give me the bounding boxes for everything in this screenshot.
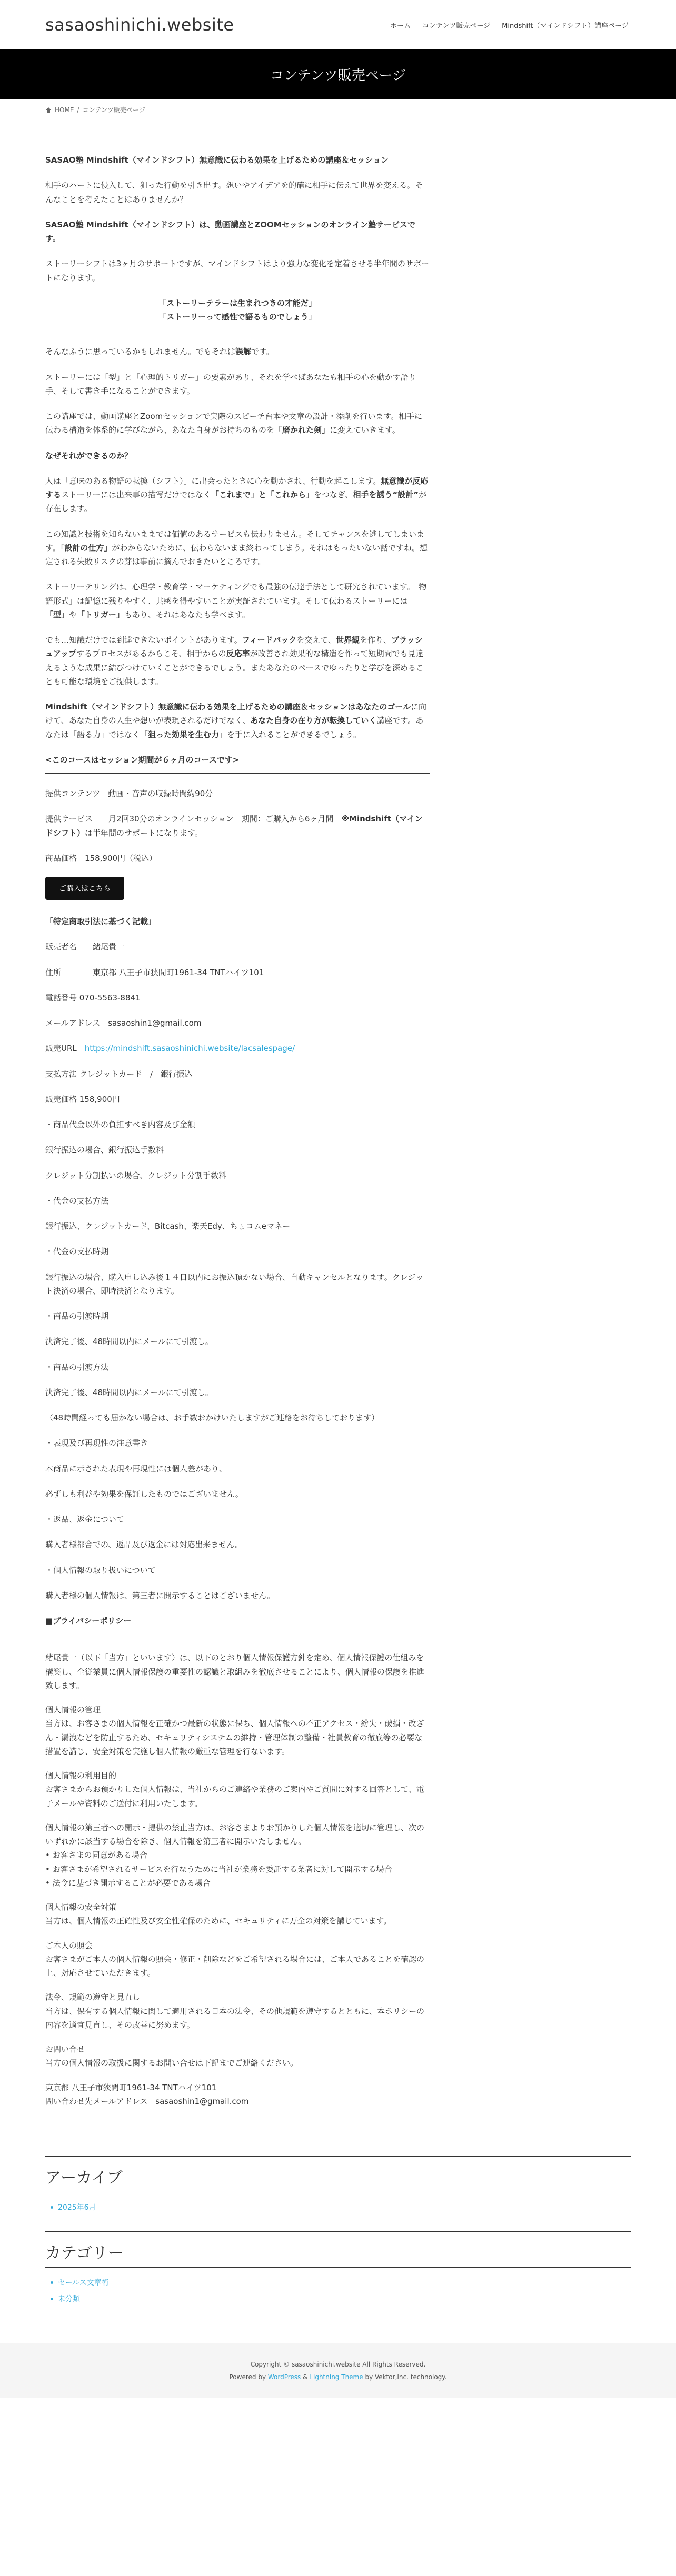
text: もあり、それはあなたも学べます。	[124, 609, 250, 619]
text: ストーリーテリングは、心理学・教育学・マーケティングでも最強の伝達手法として研究されています。「物語形式」は記憶に残りやすく、共感を得やすいことが実証されています。そして伝わるストーリーには	[45, 582, 427, 606]
legal-line: 銀行振込、クレジットカード、Bitcash、楽天Edy、ちょコムeマネー	[45, 1221, 291, 1231]
text: 提供サービス 月2回30分のオンラインセッション 期間：ご購入から6ヶ月間	[45, 814, 342, 824]
privacy-line: • お客さまが希望されるサービスを行なうために当社が業務を委託する業者に対して開示する場合	[45, 1864, 392, 1874]
text: Powered by	[229, 2373, 268, 2381]
breadcrumb-current: コンテンツ販売ページ	[82, 106, 145, 114]
intro-paragraph: SASAO塾 Mindshift（マインドシフト）は、動画講座とZOOMセッションのオンライン塾サービスです。	[45, 219, 415, 243]
text-bold: 世界観	[336, 635, 360, 645]
text: by Vektor,Inc. technology.	[363, 2373, 447, 2381]
category-widget-title: カテゴリー	[45, 2231, 631, 2268]
global-nav	[388, 17, 631, 33]
intro-paragraph	[45, 345, 430, 358]
category-item	[58, 2291, 631, 2308]
text-bold: 無意識が反応する	[45, 476, 429, 499]
text: は半年間のサポートになります。	[85, 828, 203, 838]
privacy-line: 個人情報の管理	[45, 1705, 101, 1715]
powered-by	[0, 2371, 676, 2383]
nav-item-home[interactable]: ホーム	[390, 22, 411, 30]
legal-line: 販売価格 158,900円	[45, 1094, 120, 1104]
text: をつなぎ、	[314, 490, 353, 499]
course-note: <このコースはセッション期間が６ヶ月のコースです>	[45, 755, 240, 765]
text: 」を手に入れることができるでしょう。	[219, 729, 361, 739]
legal-line: 電話番号 070-5563-8841	[45, 993, 141, 1003]
category-link[interactable]: 未分類	[58, 2294, 80, 2303]
text-bold: ブラッシュアップ	[45, 635, 423, 659]
text-bold: 相手を誘う“設計”	[353, 490, 419, 499]
legal-line: ・代金の支払時期	[45, 1247, 109, 1257]
privacy-block	[45, 1651, 430, 1692]
text: 講座です。あなたは「語る力」ではなく「	[45, 716, 424, 739]
text: がわからないために、伝わらないまま終わってしまう。それはもったいない話ですね。想定される失敗リスクの芽は事前に摘んでおきたいところです。	[45, 543, 428, 566]
text-bold: Mindshift（マインドシフト）無意識に伝わる効果を上げるための講座＆セッションはあなたのゴール	[45, 702, 411, 711]
privacy-line: 当方は、保有する個人情報に関して適用される日本の法令、その他規範を遵守するとともに、本ポリシーの内容を適宜見直し、その改善に努めます。	[45, 2006, 425, 2030]
legal-line: 住所 東京都 八王子市狭間町1961-34 TNTハイツ101	[45, 967, 264, 977]
privacy-block	[45, 1821, 430, 1890]
archive-widget	[45, 2156, 631, 2223]
intro-paragraph	[45, 527, 430, 569]
privacy-line: お客さまからお預かりした個人情報は、当社からのご連絡や業務のご案内やご質問に対する回答として、電子メールや資料のご送付に利用いたします。	[45, 1785, 424, 1808]
privacy-line: • お客さまの同意がある場合	[45, 1850, 147, 1860]
legal-line: ・商品の引渡時期	[45, 1311, 109, 1321]
copyright: Copyright © sasaoshinichi.website All Rights Reserved.	[250, 2361, 426, 2369]
intro-paragraph: ストーリーシフトは3ヶ月のサポートですが、マインドシフトはより強力な変化を定着させる半年間のサポートになります。	[45, 259, 429, 283]
main-content	[0, 121, 676, 2108]
text-bold: 反応率	[226, 649, 250, 659]
text: この知識と技術を知らないままでは価値のあるサービスも伝わりません。そしてチャンスを逃してしまいます。	[45, 529, 425, 553]
privacy-heading: ■プライバシーポリシー	[45, 1616, 132, 1626]
text-bold: 「磨かれた剣」	[274, 425, 330, 435]
privacy-line: お客さまがご本人の個人情報の照会・修正・削除などをご希望される場合には、ご本人であることを確認の上、対応させていただきます。	[45, 1954, 425, 1978]
legal-line: 購入者様都合での、返品及び返金には対応出来ません。	[45, 1540, 243, 1550]
privacy-line: 緒尾貴一（以下「当方」といいます）は、以下のとおり個人情報保護方針を定め、個人情報保護の仕組みを構築し、全従業員に個人情報保護の重要性の認識と取組みを徹底させることにより、個人情報の保護を推進致します。	[45, 1653, 425, 1690]
legal-line: メールアドレス sasaoshin1@gmail.com	[45, 1018, 202, 1028]
quote-line: 「ストーリーテラーは生まれつきの才能だ」	[158, 298, 316, 308]
text: を交えて、	[296, 635, 336, 645]
text: この講座では、動画講座とZoomセッションで実際のスピーチ台本や文章の設計・添削を行います。相手に伝わる構造を体系的に学びながら、あなた自身がお持ちのものを	[45, 412, 423, 435]
legal-line: 販売者名 緒尾貴一	[45, 942, 125, 952]
legal-url-line	[45, 1041, 430, 1055]
privacy-block	[45, 1990, 430, 2032]
breadcrumb-home-link[interactable]: HOME	[55, 106, 74, 114]
sales-url-link[interactable]: https://mindshift.sasaoshinichi.website/lacsalespage/	[84, 1044, 295, 1054]
privacy-line: • 法令に基づき開示することが必要である場合	[45, 1878, 211, 1888]
intro-paragraph	[45, 580, 430, 622]
legal-line: クレジット分割払いの場合、クレジット分割手数料	[45, 1170, 227, 1180]
legal-line: 購入者様の個人情報は、第三者に開示することはございません。	[45, 1590, 275, 1600]
site-footer	[0, 2343, 676, 2398]
text: 人は「意味のある物語の転換（シフト）」に出会ったときに心を動かされ、行動を起こします。	[45, 476, 381, 486]
archive-list	[45, 2192, 631, 2223]
privacy-line: 当方は、お客さまの個人情報を正確かつ最新の状態に保ち、個人情報への不正アクセス・紛失・破損・改ざん・漏洩などを防止するため、セキュリティシステムの維持・管理体制の整備・社員教育の徹底等の必要な措置を講じ、安全対策を実施し個人情報の厳重な管理を行ないます。	[45, 1719, 424, 1756]
text: ストーリーには出来事の描写だけではなく	[61, 490, 212, 499]
archive-link[interactable]: 2025年6月	[58, 2203, 96, 2212]
text-bold: あなた自身の在り方が転換していく	[250, 716, 377, 726]
text: するプロセスがあるからこそ、相手からの	[76, 649, 226, 659]
text: &	[301, 2373, 310, 2381]
wordpress-link[interactable]: WordPress	[267, 2373, 301, 2381]
offer-period	[45, 812, 430, 840]
privacy-block	[45, 1900, 430, 1928]
quote-block	[45, 296, 430, 324]
privacy-block	[45, 2081, 430, 2109]
privacy-block	[45, 1939, 430, 1980]
text-bold: 誤解	[235, 347, 251, 357]
text-bold: 「設計の仕方」	[60, 543, 112, 553]
privacy-line: 問い合わせ先メールアドレス sasaoshin1@gmail.com	[45, 2096, 249, 2106]
text-bold: 狙った効果を生む力	[148, 729, 220, 739]
category-link[interactable]: セールス文章術	[58, 2278, 109, 2287]
why-heading: なぜそれができるのか？	[45, 450, 133, 460]
legal-line: （48時間経っても届かない場合は、お手数おかけいたしますがご連絡をお待ちしております）	[45, 1413, 380, 1422]
privacy-line: 当方は、個人情報の正確性及び安全性確保のために、セキュリティに万全の対策を講じています。	[45, 1916, 392, 1926]
text-bold: ※Mindshift（マインドシフト）	[45, 814, 423, 838]
intro-heading: SASAO塾 Mindshift（マインドシフト）無意識に伝わる効果を上げるための講座＆セッション	[45, 155, 389, 165]
site-logo[interactable]: sasaoshinichi.website	[45, 15, 234, 35]
privacy-block	[45, 1769, 430, 1810]
intro-paragraph: ストーリーには「型」と「心理的トリガー」の要素があり、それを学べばあなたも相手の心を動かす語り手、そして書き手になることができます。	[45, 372, 416, 396]
legal-line: 決済完了後、48時間以内にメールにて引渡し。	[45, 1337, 213, 1347]
privacy-line: ご本人の照会	[45, 1940, 93, 1950]
privacy-line: 個人情報の第三者への開示・提供の禁止当方は、お客さまよりお預かりした個人情報を適切に管理し、次のいずれかに該当する場合を除き、個人情報を第三者に開示いたしません。	[45, 1822, 425, 1846]
legal-line: ・代金の支払方法	[45, 1196, 109, 1206]
offer-content: 提供コンテンツ 動画・音声の収録時間約90分	[45, 789, 213, 798]
privacy-line: お問い合せ	[45, 2044, 85, 2054]
text-bold: 「これまで」と「これから」	[211, 490, 314, 499]
page-title: コンテンツ販売ページ	[270, 67, 406, 84]
breadcrumb	[0, 99, 676, 121]
legal-line: 銀行振込の場合、購入申し込み後１４日以内にお振込頂かない場合、自動キャンセルとなります。クレジット決済の場合、即時決済となります。	[45, 1272, 424, 1296]
legal-line: ・個人情報の取り扱いについて	[45, 1565, 156, 1575]
privacy-line: 法令、規範の遵守と見直し	[45, 1992, 141, 2002]
archive-widget-title: アーカイブ	[45, 2156, 631, 2192]
text: そんなふうに思っているかもしれません。でもそれは	[45, 347, 235, 357]
legal-line: 本商品に示された表現や再現性には個人差があり、	[45, 1464, 227, 1474]
nav-item-mindshift[interactable]: Mindshift（マインドシフト）講座ページ	[502, 22, 629, 30]
legal-line: ・商品の引渡方法	[45, 1362, 109, 1372]
legal-heading: 「特定商取引法に基づく記載」	[45, 917, 156, 926]
category-item	[58, 2275, 631, 2291]
privacy-line: 東京都 八王子市狭間町1961-34 TNTハイツ101	[45, 2082, 217, 2092]
home-icon	[45, 107, 52, 113]
text-bold: 「型」	[45, 609, 69, 619]
intro-paragraph	[45, 700, 430, 741]
privacy-line: 当方の個人情報の取扱に関するお問い合せは下記までご連絡ください。	[45, 2058, 299, 2068]
text: や	[69, 609, 77, 619]
buy-button[interactable]: ご購入はこちら	[45, 877, 124, 900]
breadcrumb-separator: /	[77, 106, 79, 114]
privacy-block	[45, 2042, 430, 2070]
privacy-line: 個人情報の利用目的	[45, 1771, 117, 1780]
nav-item-content-sales[interactable]: コンテンツ販売ページ	[420, 17, 492, 33]
text: を作り、	[360, 635, 392, 645]
category-widget	[45, 2231, 631, 2315]
legal-line: ・返品、返金について	[45, 1515, 124, 1524]
intro-paragraph	[45, 633, 430, 688]
quote-line: 「ストーリーって感性で語るものでしょう」	[158, 312, 316, 322]
text: に向けて、あなた自身の人生や想いが表現されるだけでなく、	[45, 702, 427, 726]
offer-price: 商品価格 158,900円（税込）	[45, 853, 157, 863]
text-bold: フィードバック	[242, 635, 297, 645]
category-list	[45, 2268, 631, 2315]
legal-line: 決済完了後、48時間以内にメールにて引渡し。	[45, 1387, 213, 1397]
legal-line: 支払方法 クレジットカード / 銀行振込	[45, 1069, 192, 1079]
text: が存在します。	[45, 490, 427, 514]
site-header	[0, 0, 676, 49]
intro-paragraph: 相手のハートに侵入して、狙った行動を引き出す。想いやアイデアを的確に相手に伝えて世界を変える。そんなことを考えたことはありませんか？	[45, 181, 423, 204]
privacy-line: 個人情報の安全対策	[45, 1902, 117, 1912]
text-bold: 「トリガー」	[77, 609, 124, 619]
text: が改善され効果的な構造を作って短期間でも見違えるような成果に結びつけていくことができるでしょう。またあなたのペースでゆったりと学びを深めることも可能な環境をご提供します。	[45, 649, 424, 686]
intro-paragraph	[45, 474, 430, 516]
legal-line: ・商品代金以外の負担すべき内容及び金額	[45, 1120, 195, 1129]
intro-paragraph	[45, 409, 430, 437]
sidebar-widgets	[0, 2119, 676, 2343]
page-header-band	[0, 49, 676, 99]
privacy-block	[45, 1703, 430, 1758]
text: でも…知識だけでは到達できないポイントがあります。	[45, 635, 242, 645]
text: です。	[251, 347, 274, 357]
archive-item	[58, 2200, 631, 2216]
legal-line: 銀行振込の場合、銀行振込手数料	[45, 1145, 164, 1155]
text: に変えていきます。	[330, 425, 400, 435]
legal-url-label: 販売URL	[45, 1044, 85, 1054]
divider	[45, 773, 430, 774]
theme-link[interactable]: Lightning Theme	[310, 2373, 363, 2381]
legal-line: ・表現及び再現性の注意書き	[45, 1438, 148, 1448]
legal-line: 必ずしも利益や効果を保証したものではございません。	[45, 1489, 243, 1499]
